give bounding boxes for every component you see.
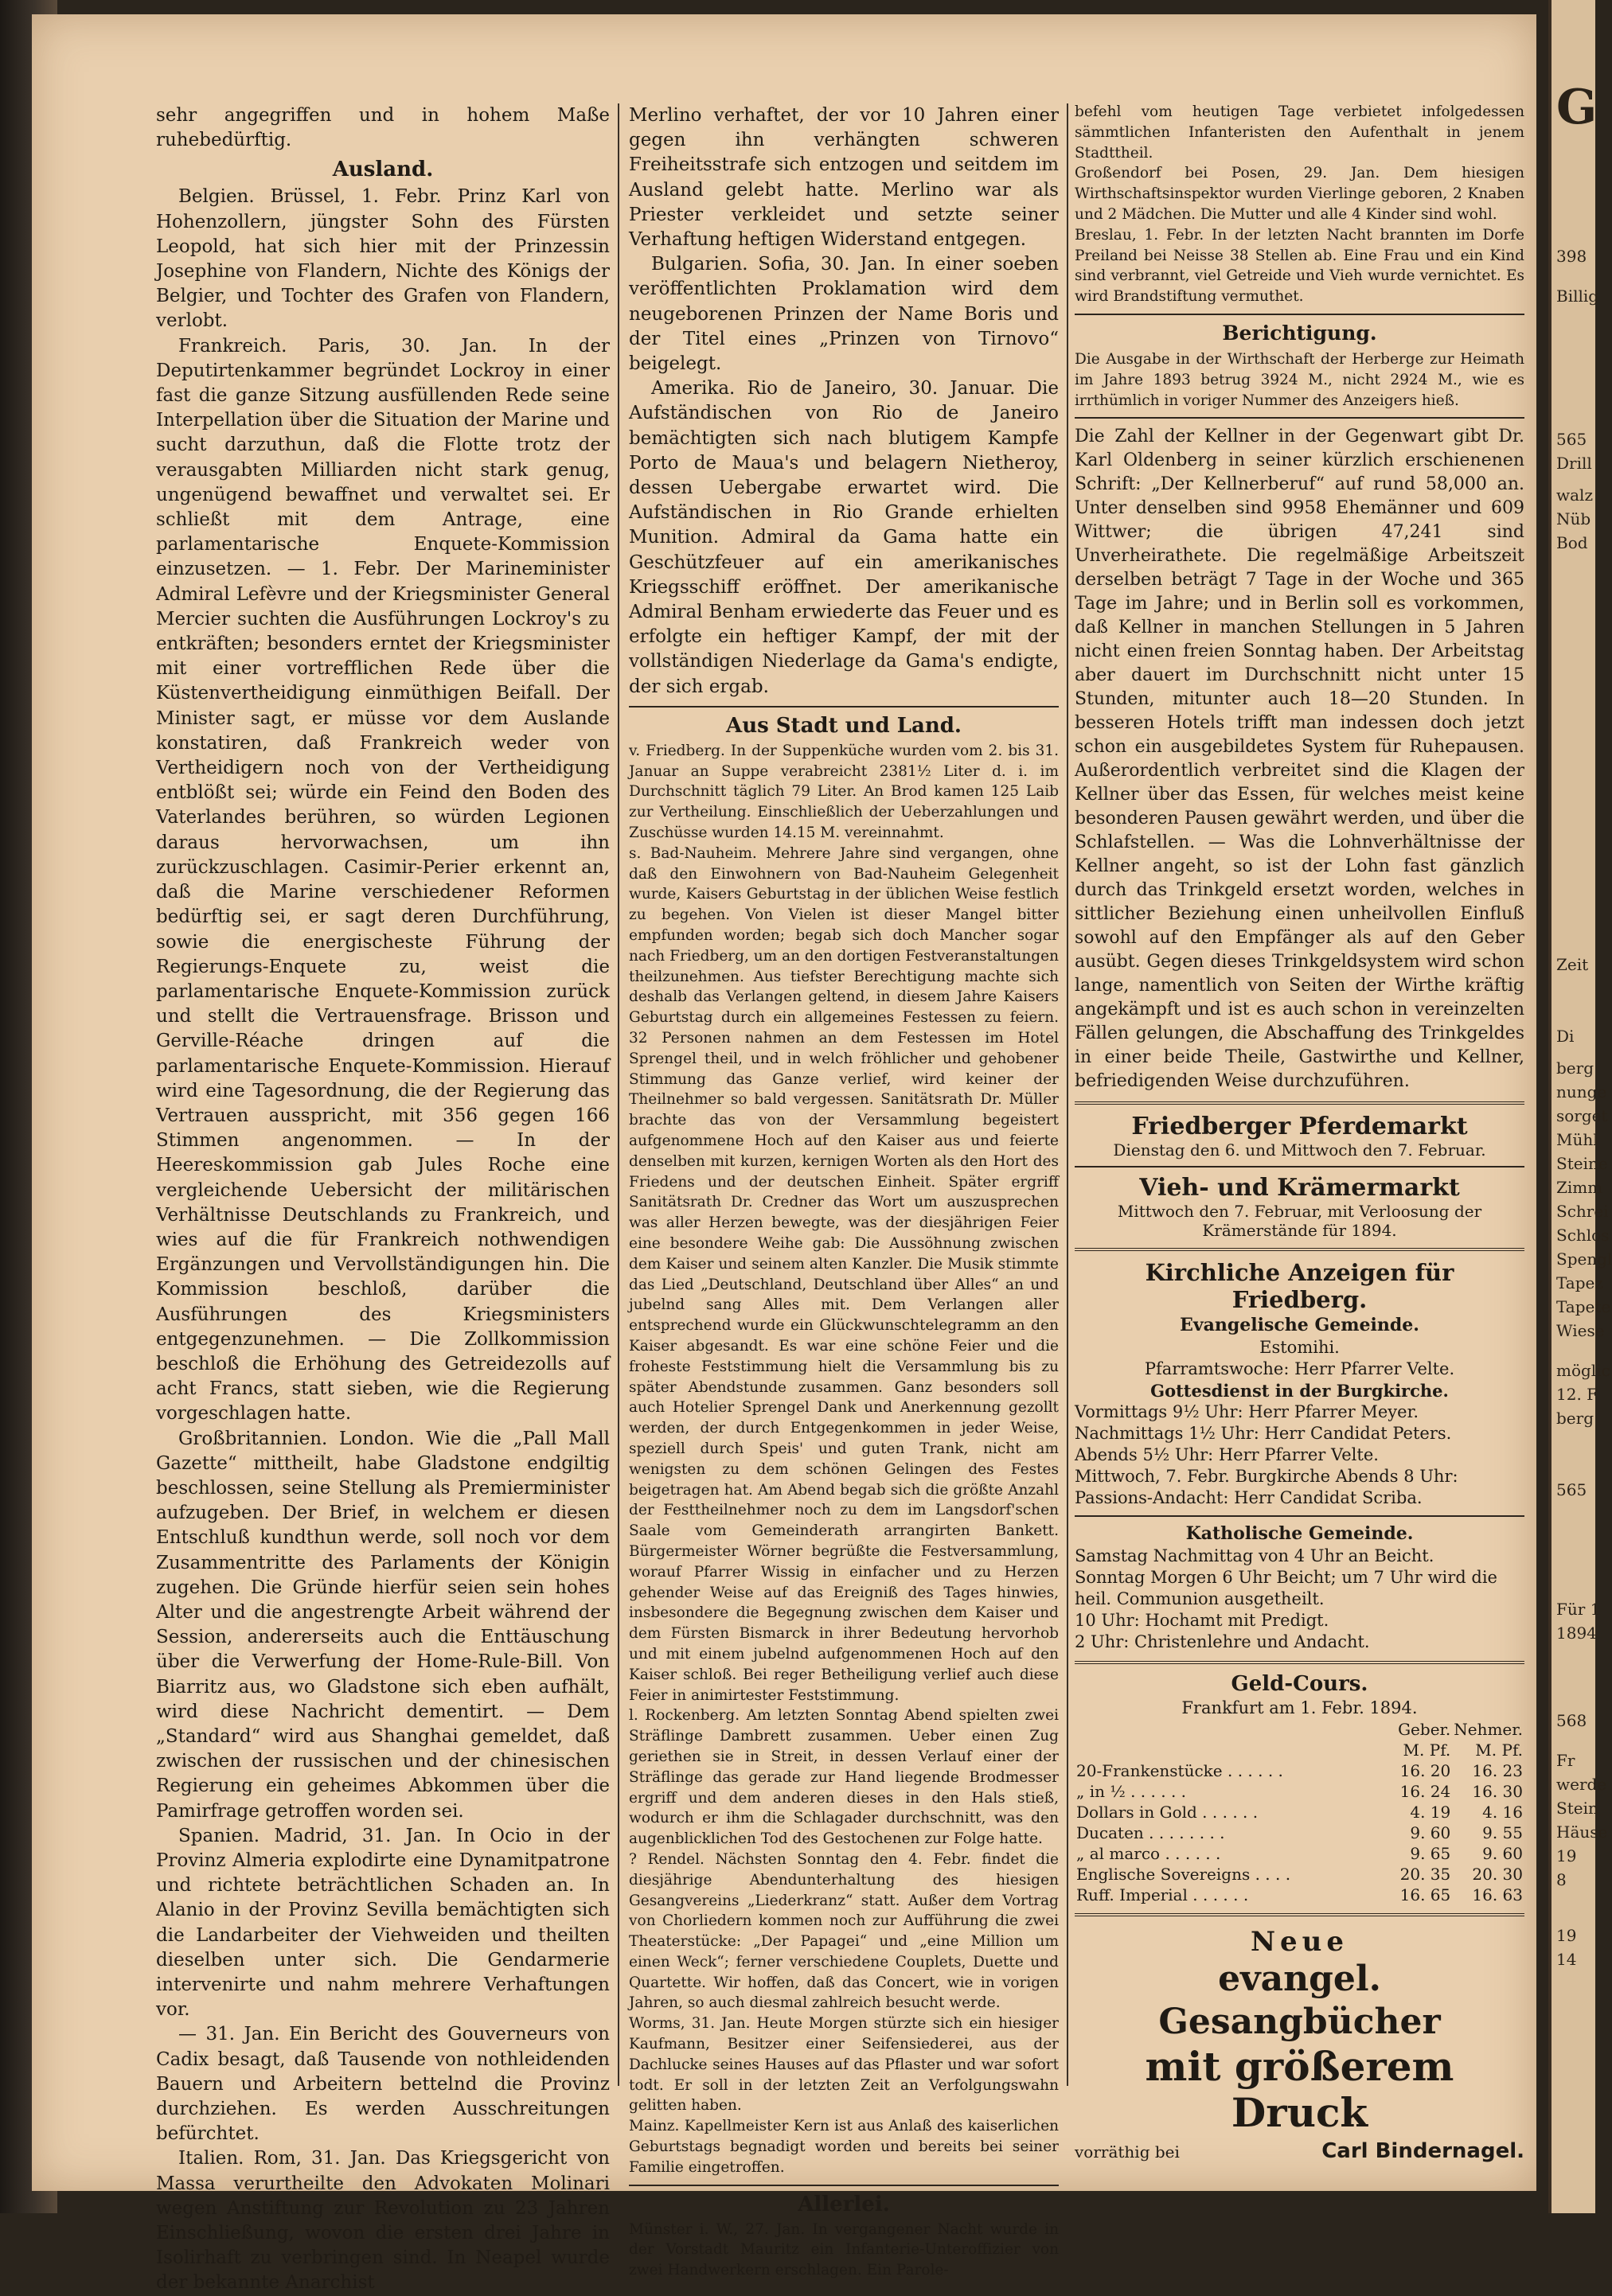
facing-page-fragment: berg	[1556, 1058, 1594, 1078]
rate-nehmer: 4. 16	[1482, 1803, 1523, 1822]
exchange-rate-table	[1075, 1719, 1524, 1905]
rate-name: „ in ½ . . . . . .	[1076, 1782, 1187, 1802]
evangelisch-line: Nachmittags 1½ Uhr: Herr Candidat Peters.	[1075, 1424, 1452, 1444]
facing-page-fragment: 8	[1556, 1870, 1567, 1889]
column-rule-2	[1067, 103, 1068, 2086]
facing-page-fragment: Stein	[1556, 1799, 1598, 1818]
rate-nehmer: 16. 30	[1472, 1782, 1523, 1802]
news-rendel: ? Rendel. Nächsten Sonntag den 4. Febr. findet die diesjährige Abendunterhaltung des hiesigen Gesangvereins „Liederkranz“ statt. Außer dem Vortrag von Chorliedern kommen noch zur Aufführung die zwei Theaterstücke: „Der Papagei“ und „eine Million um einen Weck“; ferner verschiedene Couplets, Duette und Quartette. Wir hoffen, daß das Concert, wie in vorigen Jahren, so auch diesmal zahlreich besucht werde.	[629, 1850, 1059, 2012]
column-unit: M. Pf.	[1475, 1741, 1523, 1760]
ad-gesangbuecher: evangel. Gesangbücher	[1158, 1959, 1441, 2043]
facing-page-fragment: nunge	[1556, 1082, 1607, 1101]
news-bad-nauheim: s. Bad-Nauheim. Mehrere Jahre sind vergangen, ohne daß den Einwohnern von Bad-Nauheim Gelegenheit wurde, Kaisers Geburtstag in der üblichen Weise festlich zu begehen. Von Vielen ist dieser Mangel bitter empfunden worden; begab sich doch Mancher sogar nach Friedberg, um an den dortigen Festveranstaltungen theilzunehmen. Aus tiefster Berechtigung machte sich deshalb das Verlangen geltend, in diesem Jahre Kaisers Geburtstag durch ein allgemeines Festessen zu feiern. 32 Personen nahmen an dem Festessen im Hotel Sprengel theil, und in welch fröhlicher und gehobener Stimmung das Ganze verlief, wird keiner der Theilnehmer so bald vergessen. Sanitätsrath Dr. Müller brachte das von der Versammlung begeistert aufgenommene Hoch auf den Kaiser aus und feierte denselben mit kurzen, kernigen Worten als den Hort des Friedens und der deutschen Einheit. Später ergriff Sanitätsrath Dr. Credner das Wort um auszusprechen was aller Herzen bewegte, was der diesjährigen Feier eine besondere Weihe gab: Die Aussöhnung zwischen dem Kaiser und seinem alten Kanzler. Die Musik stimmte das Lied „Deutschland, Deutschland über Alles“ an und jubelnd sang Alles mit. Dem Verlangen aller entsprechend wurde ein Glückwunschtelegramm an den Kaiser abgesandt. Es war eine schöne Feier und die froheste Feststimmung hielt die Versammlung bis zu später Abendstunde zusammen. Ganz besonders soll auch Hotelier Sprengel Dank und Anerkennung gezollt werden, der durch Entgegenkommen in jeder Weise, speziell durch Speis' und guten Trank, nicht am wenigsten zu dem schönen Gelingen des Festes beigetragen hat. Am Abend begab sich die größte Anzahl der Festtheilnehmer noch zu dem im Langsdorf'schen Saale vom Gemeinderath arrangirten Bankett. Bürgermeister Wörner begrüßte die Festversammlung, worauf Pfarrer Wissig in einfacher und zu Herzen gehender Weise auf das Ereigniß des Tages hinwies, insbesondere die Begegnung zwischen dem Kaiser und dem Fürsten Bismarck in ihrer Bedeutung hervorhob und mit einem jubelnd aufgenommenen Hoch auf den Kaiser schloß. Bei reger Betheiligung verlief auch diese Feier in animirtester Feststimmung.	[629, 844, 1059, 1704]
evangelisch-sunday: Estomihi.	[1259, 1338, 1340, 1358]
facing-page-fragment: sorget	[1556, 1106, 1608, 1125]
facing-page-fragment: Tapez	[1556, 1273, 1603, 1292]
heading-berichtigung: Berichtigung.	[1222, 321, 1377, 345]
article-kellner: Die Zahl der Kellner in der Gegenwart gibt Dr. Karl Oldenberg in seiner kürzlich erschienenen Schrift: „Der Kellnerberuf“ auf rund 58,000 an. Unter denselben sind 9958 Ehemänner und 609 Wittwer; die übrigen 47,241 sind Unverheirathete. Die regelmäßige Arbeitszeit derselben beträgt 7 Tage in der Woche und 365 Tage im Jahre; und in Berlin soll es vorkommen, daß Kellner in manchen Stellungen in 5 Jahren nicht einen freien Sonntag haben. Der Arbeitstag aber dauert im Durchschnitt nicht unter 15 Stunden, mitunter auch 18—20 Stunden. In besseren Hotels trifft man indessen doch jetzt schon ein ausgebildetes System für Ruhepausen. Außerordentlich verbreitet sind die Klagen der Kellner über das Essen, für welches meist keine besonderen Pausen gewährt werden, und über die Schlafstellen. — Was die Lohnverhältnisse der Kellner angeht, so ist der Lohn fast gänzlich durch das Trinkgeld ersetzt worden, welches in sittlicher Beziehung einen unheilvollen Einfluß sowohl auf den Empfänger als auf den Geber ausübt. Gegen dieses Trinkgeldsystem wird schon lange, namentlich von Seiten der Wirthe kräftig angekämpft und ist es auch schon in vereinzelten Fällen gelungen, die Abschaffung des Trinkgeldes in einer beide Theile, Gastwirthe und Kellner, befriedigenden Weise durchzuführen.	[1075, 427, 1524, 1092]
viehmarkt-title: Vieh- und Krämermarkt	[1139, 1174, 1460, 1203]
article-amerika: Amerika. Rio de Janeiro, 30. Januar. Die Aufständischen von Rio de Janeiro bemächtigten sich nach blutigem Kampfe Porto de Maua's und belagern Nietheroy, dessen Uebergabe erwartet wird. Die Aufständischen in Rio Grande erhielten Munition. Admiral da Gama hatte ein Geschützfeuer auf ein amerikanisches Kriegsschiff eröffnet. Der amerikanische Admiral Benham erwiederte das Feuer und es erfolgte ein heftiger Kampf, der mit der vollständigen Niederlage da Gama's endigte, der sich ergab.	[629, 378, 1059, 697]
rate-name: 20-Frankenstücke . . . . . .	[1076, 1761, 1283, 1781]
news-muenster: Münster i. W., 27. Jan. In vergangener Nacht wurde in der Vorstadt Mauritz ein Infanterie-Unteroffizier von zwei Handwerkern erschlagen. Ein Parole-	[629, 2220, 1059, 2279]
kirche-title: Kirchliche Anzeigen für Friedberg.	[1145, 1259, 1454, 1314]
ad-footer	[1075, 2139, 1524, 2163]
viehmarkt-date: Mittwoch den 7. Februar, mit Verloosung der Krämerstände für 1894.	[1117, 1202, 1482, 1241]
news-grossendorf: Großendorf bei Posen, 29. Jan. Dem hiesigen Wirthschaftsinspektor wurden Vierlinge geboren, 2 Knaben und 2 Mädchen. Die Mutter und alle 4 Kinder sind wohl.	[1075, 165, 1524, 223]
column-3	[1075, 102, 1524, 2164]
pferdemarkt-title: Friedberger Pferdemarkt	[1131, 1113, 1468, 1141]
ad-vorraethig: vorräthig bei	[1075, 2142, 1180, 2162]
rate-name: „ al marco . . . . . .	[1076, 1844, 1221, 1864]
facing-page-fragment: G	[1556, 80, 1598, 135]
rate-nehmer: 16. 63	[1472, 1885, 1523, 1905]
divider	[1075, 314, 1524, 315]
facing-page-fragment: 1894	[1556, 1624, 1597, 1643]
article-grossbritannien: Großbritannien. London. Wie die „Pall Mall Gazette“ mittheilt, habe Gladstone endgiltig beschlossen, seine Stellung als Premierminister aufzugeben. Der Brief, in welchem er diesen Entschluß kundthun werde, soll noch vor dem Zusammentritte des Parlaments der Königin zugehen. Die Gründe hierfür seien sein hohes Alter und die angestrengte Arbeit während der Session, andererseits auch die Enttäuschung über die Verwerfung der Home-Rule-Bill. Von Biarritz aus, wo Gladstone sich eben aufhält, wird diese Nachricht dementirt. — Dem „Standard“ wird aus Shanghai gemeldet, daß zwischen der russischen und der chinesischen Regierung ein geheimes Abkommen über die Pamirfrage getroffen worden sei.	[156, 1428, 610, 1822]
facing-page-fragment: Spengl	[1556, 1249, 1612, 1269]
table-header-row	[1075, 1719, 1524, 1740]
facing-page-fragment: 398	[1556, 247, 1587, 266]
article-spanien: Spanien. Madrid, 31. Jan. In Ocio in der Provinz Almeria explodirte eine Dynamitpatrone und richtete beträchtlichen Schaden an. In Alanio in der Provinz Sevilla bemächtigten sich die Landarbeiter der Viehweiden und theilten dieselben unter sich. Die Gendarmerie intervenirte und nahm mehrere Verhaftungen vor.	[156, 1825, 610, 2021]
column-unit: M. Pf.	[1403, 1741, 1451, 1760]
rate-nehmer: 9. 55	[1482, 1823, 1523, 1843]
facing-page-fragment: Mühl	[1556, 1130, 1598, 1149]
column-2	[629, 103, 1059, 2279]
divider	[629, 2185, 1059, 2186]
column-header: Nehmer.	[1454, 1720, 1523, 1740]
facing-page-fragment: Wiese	[1556, 1321, 1605, 1340]
geld-cours-subtitle: Frankfurt am 1. Febr. 1894.	[1181, 1698, 1418, 1718]
evangelisch-title: Evangelische Gemeinde.	[1180, 1315, 1419, 1336]
facing-page-edge	[1548, 0, 1612, 2213]
facing-page-fragment: 19	[1556, 1846, 1577, 1865]
rate-name: Dollars in Gold . . . . . .	[1076, 1803, 1259, 1822]
facing-page-fragment: 565	[1556, 430, 1587, 449]
pferdemarkt-date: Dienstag den 6. und Mittwoch den 7. Februar.	[1113, 1140, 1486, 1160]
news-rockenberg: l. Rockenberg. Am letzten Sonntag Abend spielten zwei Sträflinge Dambrett zusammen. Ueber einen Zug geriethen sie in Streit, in dessen Verlauf einer der Sträflinge das gerade zur Hand liegende Brodmesser ergriff und dem anderen dieses in den Hals stieß, wodurch er ihm die Schlagader durchschnitt, was den augenblicklichen Tod des Gestochenen zur Folge hatte.	[629, 1707, 1059, 1848]
table-header-row	[1075, 1740, 1524, 1760]
facing-page-fragment: Steine	[1556, 1154, 1608, 1173]
article-bulgarien: Bulgarien. Sofia, 30. Jan. In einer soeben veröffentlichten Proklamation wird dem neugeborenen Prinzen der Name Boris und der Titel eines „Prinzen von Tirnovo“ beigelegt.	[629, 254, 1059, 375]
divider	[1075, 1661, 1524, 1664]
divider	[1075, 1515, 1524, 1517]
katholisch-line: 10 Uhr: Hochamt mit Predigt.	[1075, 1611, 1329, 1631]
facing-page-fragment: berg	[1556, 1409, 1594, 1428]
katholisch-line: Samstag Nachmittag von 4 Uhr an Beicht.	[1075, 1546, 1434, 1566]
facing-page-fragment: Schrei	[1556, 1202, 1609, 1221]
divider	[1075, 1166, 1524, 1167]
facing-page-fragment: Häuse	[1556, 1822, 1608, 1842]
katholisch-line: Sonntag Morgen 6 Uhr Beicht; um 7 Uhr wird die heil. Communion ausgetheilt.	[1075, 1568, 1497, 1609]
rate-name: Englische Sovereigns . . . .	[1076, 1865, 1291, 1885]
rate-geber: 16. 65	[1399, 1885, 1451, 1905]
rate-geber: 4. 19	[1410, 1803, 1451, 1822]
rate-name: Ruff. Imperial . . . . . .	[1076, 1885, 1249, 1905]
divider	[1075, 1101, 1524, 1105]
article-belgien: Belgien. Brüssel, 1. Febr. Prinz Karl von Hohenzollern, jüngster Sohn des Fürsten Leopold, hat sich hier mit der Prinzessin Josephine von Flandern, Nichte des Königs der Belgier, und Tochter des Grafen von Flandern, verlobt.	[156, 186, 610, 332]
heading-allerlei: Allerlei.	[798, 2192, 890, 2216]
ad-neue: Neue	[1250, 1926, 1349, 1959]
news-friedberg: v. Friedberg. In der Suppenküche wurden vom 2. bis 31. Januar an Suppe verabreicht 2381½ Liter d. i. im Durchschnitt täglich 79 Liter. An Brod kamen 125 Laib zur Vertheilung. Einschließlich der Ueberzahlungen und Zuschüsse wurden 14.15 M. vereinnahmt.	[629, 742, 1059, 842]
facing-page-fragment: Fr	[1556, 1751, 1575, 1770]
facing-page-fragment: Für 1	[1556, 1600, 1601, 1619]
divider	[629, 706, 1059, 708]
divider	[1075, 1913, 1524, 1916]
facing-page-fragment: möglic	[1556, 1361, 1610, 1380]
column-header: Geber.	[1398, 1720, 1451, 1740]
evangelisch-pfarramt: Pfarramtswoche: Herr Pfarrer Velte.	[1144, 1359, 1455, 1379]
facing-page-fragment: werde	[1556, 1775, 1607, 1794]
table-row	[1075, 1864, 1524, 1885]
facing-page-fragment: 19	[1556, 1926, 1577, 1945]
facing-page-fragment: Billig	[1556, 287, 1599, 306]
table-row	[1075, 1760, 1524, 1781]
divider	[1075, 417, 1524, 419]
ad-advertiser-name: Carl Bindernagel.	[1321, 2139, 1524, 2164]
table-row	[1075, 1781, 1524, 1802]
evangelisch-line: Abends 5½ Uhr: Herr Pfarrer Velte.	[1075, 1445, 1379, 1465]
facing-page-fragment: Tapete	[1556, 1297, 1611, 1316]
rate-nehmer: 9. 60	[1482, 1844, 1523, 1864]
column-1	[156, 103, 610, 2294]
evangelisch-line: Vormittags 9½ Uhr: Herr Pfarrer Meyer.	[1075, 1402, 1419, 1422]
article-spanien-2: — 31. Jan. Ein Bericht des Gouverneurs von Cadix besagt, daß Tausende von nothleidenden Bauern und Arbeitern bettelnd die Provinz durchziehen. Es werden Ausschreitungen befürchtet.	[156, 2024, 610, 2145]
divider	[1075, 1248, 1524, 1251]
rate-geber: 16. 20	[1399, 1761, 1451, 1781]
facing-page-fragment: Di	[1556, 1027, 1575, 1046]
table-row	[1075, 1802, 1524, 1822]
facing-page-fragment: Schlos	[1556, 1226, 1610, 1245]
news-worms: Worms, 31. Jan. Heute Morgen stürzte sich ein hiesiger Kaufmann, Besitzer einer Seifensiederei, aus der Dachlucke seines Hauses auf das Pflaster und war sofort todt. Er soll in der letzten Zeit an Verfolgungswahn gelitten haben.	[629, 2015, 1059, 2115]
facing-page-fragment: 12. F	[1556, 1385, 1598, 1404]
table-row	[1075, 1822, 1524, 1843]
intro-text: sehr angegriffen und in hohem Maße ruhebedürftig.	[156, 105, 610, 151]
facing-page-fragment: 565	[1556, 1480, 1587, 1499]
facing-page-fragment: walz	[1556, 485, 1593, 505]
rate-geber: 20. 35	[1399, 1865, 1451, 1885]
facing-page-fragment: 568	[1556, 1711, 1587, 1730]
article-merlino: Merlino verhaftet, der vor 10 Jahren einer gegen ihn verhängten schweren Freiheitsstrafe sich entzogen und seitdem im Ausland gelebt hatte. Merlino war als Priester verkleidet und setzte seiner Verhaftung heftigen Widerstand entgegen.	[629, 105, 1059, 251]
berichtigung-text: Die Ausgabe in der Wirthschaft der Herberge zur Heimath im Jahre 1893 betrug 3924 M., nicht 2924 M., wie es irrthümlich in voriger Nummer des Anzeigers hieß.	[1075, 350, 1524, 409]
news-mainz: Mainz. Kapellmeister Kern ist aus Anlaß des kaiserlichen Geburtstags begnadigt worden und bereits bei seiner Familie eingetroffen.	[629, 2118, 1059, 2176]
rate-geber: 9. 60	[1410, 1823, 1451, 1843]
rate-geber: 16. 24	[1399, 1782, 1451, 1802]
table-row	[1075, 1885, 1524, 1905]
facing-page-fragment: Nüb	[1556, 509, 1591, 528]
facing-page-fragment: 14	[1556, 1950, 1577, 1969]
news-breslau: Breslau, 1. Febr. In der letzten Nacht brannten im Dorfe Preiland bei Neisse 38 Stellen ab. Eine Frau und ein Kind sind verbrannt, viel Getreide und Vieh wurde vernichtet. Es wird Brandstiftung vermuthet.	[1075, 226, 1524, 306]
rate-nehmer: 20. 30	[1472, 1865, 1523, 1885]
table-row	[1075, 1843, 1524, 1864]
facing-page-fragment: Zeit	[1556, 955, 1589, 974]
article-italien: Italien. Rom, 31. Jan. Das Kriegsgericht von Massa verurtheilte den Advokaten Molinari wegen Anstiftung zur Revolution zu 23 Jahren Einschließung, wovon die ersten drei Jahre in Isolirhaft zu verbringen sind. In Neapel wurde der bekannte Anarchist	[156, 2148, 610, 2294]
heading-ausland: Ausland.	[332, 158, 434, 182]
news-parolebefehl: befehl vom heutigen Tage verbietet infolgedessen sämmtlichen Infanteristen den Aufenthalt in jenem Stadttheil.	[1075, 103, 1524, 162]
rate-name: Ducaten . . . . . . . .	[1076, 1823, 1225, 1843]
geld-cours-title: Geld-Cours.	[1231, 1672, 1368, 1697]
column-rule-1	[618, 103, 619, 2086]
evangelisch-gottesdienst: Gottesdienst in der Burgkirche.	[1150, 1381, 1449, 1401]
facing-page-fragment: Zimm	[1556, 1178, 1603, 1197]
rate-nehmer: 16. 23	[1472, 1761, 1523, 1781]
ad-groesserer-druck: mit größerem Druck	[1145, 2043, 1454, 2137]
evangelisch-line: Mittwoch, 7. Febr. Burgkirche Abends 8 Uhr: Passions-Andacht: Herr Candidat Scriba.	[1075, 1467, 1458, 1508]
facing-page-fragment: Bod	[1556, 533, 1588, 552]
katholisch-title: Katholische Gemeinde.	[1185, 1523, 1414, 1545]
rate-geber: 9. 65	[1410, 1844, 1451, 1864]
katholisch-line: 2 Uhr: Christenlehre und Andacht.	[1075, 1632, 1370, 1652]
heading-stadt-und-land: Aus Stadt und Land.	[726, 713, 962, 738]
facing-page-fragment: Drill	[1556, 454, 1592, 473]
article-frankreich: Frankreich. Paris, 30. Jan. In der Deputirtenkammer begründet Lockroy in einer fast die ganze Sitzung ausfüllenden Rede seine Interpellation über die Situation der Marine und sucht darzuthun, daß die Flotte trotz der verausgabten Milliarden nicht stark genug, ungenügend bewaffnet und verwaltet sei. Er schließt mit dem Antrage, eine parlamentarische Enquete-Kommission einzusetzen. — 1. Febr. Der Marineminister Admiral Lefèvre und der Kriegsminister General Mercier suchten die Ausführungen Lockroy's zu entkräften; besonders erntet der Kriegsminister mit einer vortrefflichen Rede über die Küstenvertheidigung einmüthigen Beifall. Der Minister sagt, er müsse vor dem Auslande konstatiren, daß Frankreich weder von Vertheidigern noch von der Vertheidigung entblößt sei; würde ein Feind den Boden des Vaterlandes berühren, so würden Legionen daraus hervorwachsen, um ihn zurückzuschlagen. Casimir-Perier erkennt an, daß die Marine verschiedener Reformen bedürftig sei, er sagt deren Durchführung, sowie die energischeste Führung der Regierungs-Enquete zu, weist die parlamentarische Enquete-Kommission zurück und stellt die Vertrauensfrage. Brisson und Gerville-Réache dringen auf die parlamentarische Enquete-Kommission. Hierauf wird eine Tagesordnung, die der Regierung das Vertrauen ausspricht, mit 356 gegen 166 Stimmen angenommen. — In der Heereskommission gab Jules Roche eine vergleichende Uebersicht der militärischen Verhältnisse Deutschlands zu Frankreich, und wies auf die für Frankreich nothwendigen Ergänzungen und Vervollständigungen hin. Die Kommission beschloß, darüber die Ausführungen des Kriegsministers entgegenzunehmen. — Die Zollkommission beschloß die Erhöhung des Getreidezolls auf acht Francs, statt sieben, wie die Regierung vorgeschlagen hatte.	[156, 335, 610, 1425]
